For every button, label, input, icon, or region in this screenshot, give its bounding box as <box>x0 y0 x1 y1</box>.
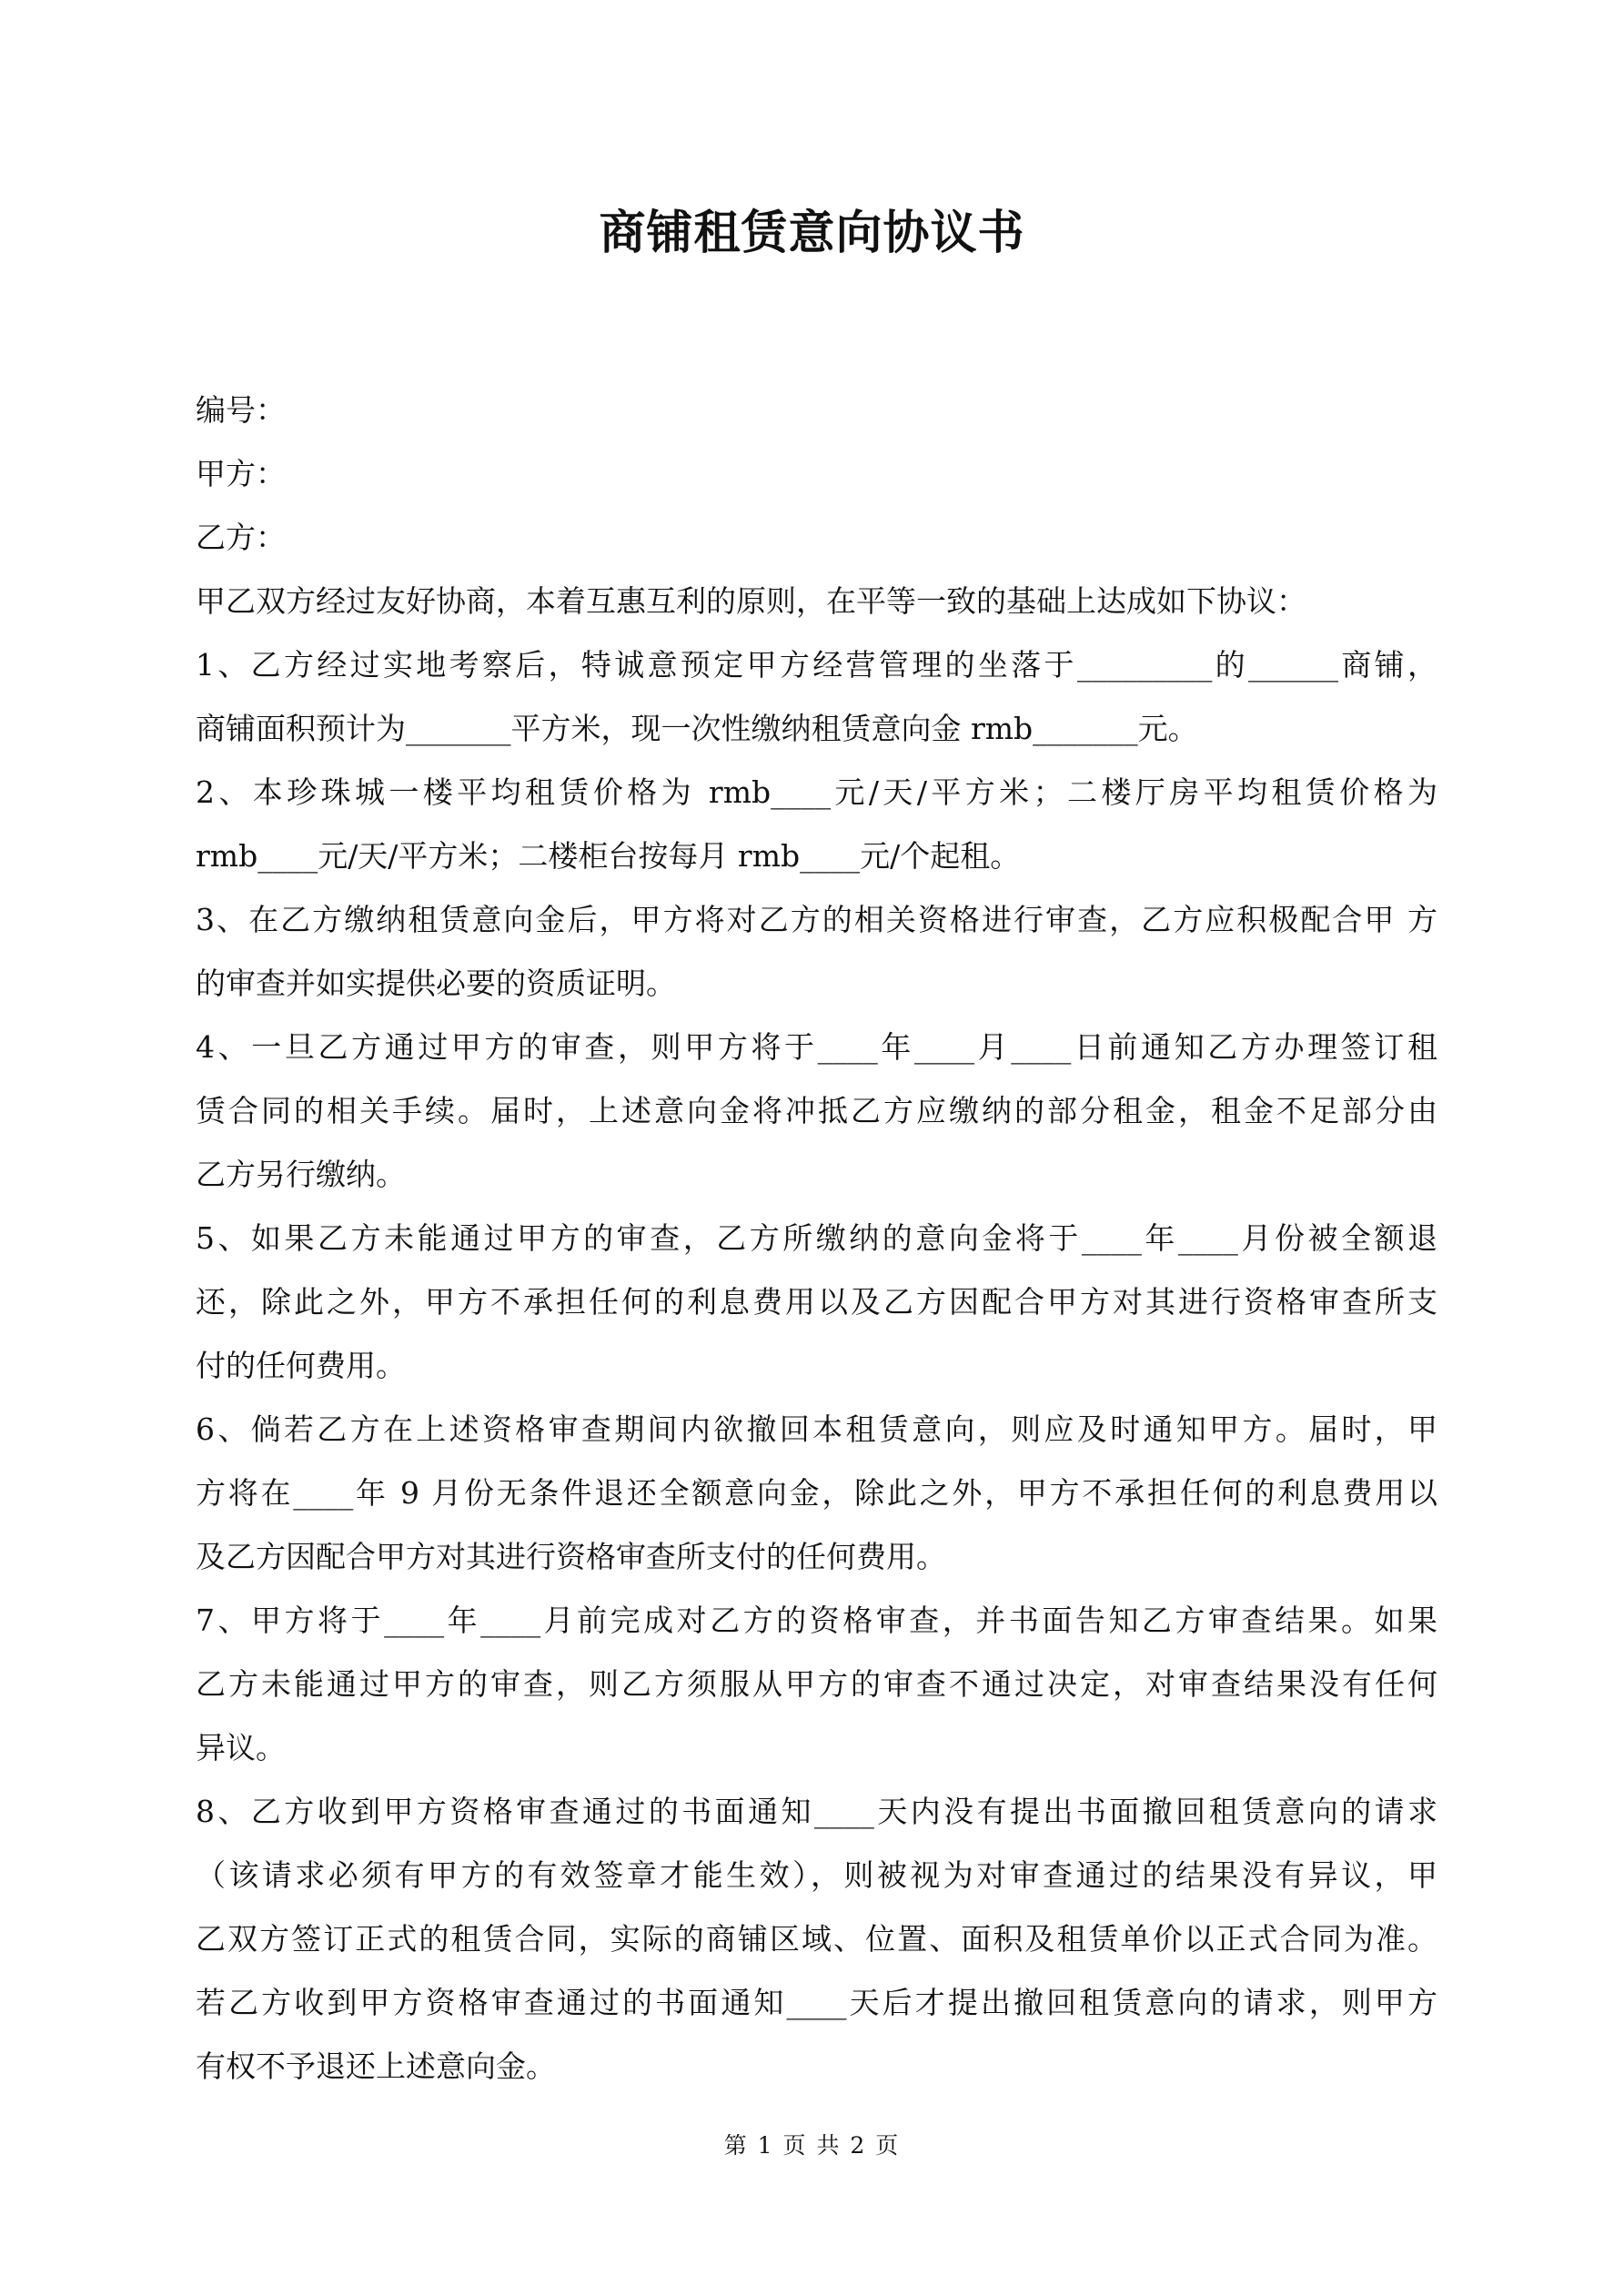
clause-7-line-1: 7、甲方将于____年____月前完成对乙方的资格审查，并书面告知乙方审查结果。如果 <box>196 1603 1437 1638</box>
field-party-b-label: 乙方： <box>196 520 286 555</box>
clause-5-line-1: 5、如果乙方未能通过甲方的审查，乙方所缴纳的意向金将于____年____月份被全额退 <box>196 1220 1437 1256</box>
clause-8-line-4: 若乙方收到甲方资格审查通过的书面通知____天后才提出撤回租赁意向的请求，则甲方 <box>196 1985 1437 2020</box>
clause-3-line-2: 的审查并如实提供必要的资质证明。 <box>196 966 676 1001</box>
clause-2-line-1: 2、本珍珠城一楼平均租赁价格为 rmb____元/天/平方米；二楼厅房平均租赁价格为 <box>196 774 1437 810</box>
clause-6-line-2: 方将在____年 9 月份无条件退还全额意向金，除此之外，甲方不承担任何的利息费用以 <box>196 1475 1437 1511</box>
preamble: 甲乙双方经过友好协商，本着互惠互利的原则，在平等一致的基础上达成如下协议： <box>196 583 1306 619</box>
document-title: 商铺租赁意向协议书 <box>599 207 1025 260</box>
clause-1-line-1: 1、乙方经过实地考察后，特诚意预定甲方经营管理的坐落于_________的______商铺， <box>196 647 1437 683</box>
clause-5-line-2: 还，除此之外，甲方不承担任何的利息费用以及乙方因配合甲方对其进行资格审查所支 <box>196 1284 1437 1320</box>
clause-2-line-2: rmb____元/天/平方米；二楼柜台按每月 rmb____元/个起租。 <box>196 838 1021 874</box>
field-number-label: 编号： <box>196 392 286 428</box>
clause-8-line-3: 乙双方签订正式的租赁合同，实际的商铺区域、位置、面积及租赁单价以正式合同为准。 <box>196 1921 1437 1957</box>
clause-1-line-2: 商铺面积预计为_______平方米，现一次性缴纳租赁意向金 rmb_______元。 <box>196 711 1198 746</box>
clause-6-line-3: 及乙方因配合甲方对其进行资格审查所支付的任何费用。 <box>196 1539 946 1574</box>
clause-7-line-3: 异议。 <box>196 1730 286 1765</box>
clause-6-line-1: 6、倘若乙方在上述资格审查期间内欲撤回本租赁意向，则应及时通知甲方。届时，甲 <box>196 1411 1437 1447</box>
page-number: 第 1 页 共 2 页 <box>723 2132 901 2159</box>
clause-4-line-2: 赁合同的相关手续。届时，上述意向金将冲抵乙方应缴纳的部分租金，租金不足部分由 <box>196 1093 1437 1128</box>
document-body <box>196 379 1437 2099</box>
field-party-a-label: 甲方： <box>196 456 286 491</box>
clause-3-line-1: 3、在乙方缴纳租赁意向金后，甲方将对乙方的相关资格进行审查，乙方应积极配合甲 方 <box>196 902 1437 937</box>
clause-7-line-2: 乙方未能通过甲方的审查，则乙方须服从甲方的审查不通过决定，对审查结果没有任何 <box>196 1666 1437 1702</box>
clause-8-line-2: （该请求必须有甲方的有效签章才能生效），则被视为对审查通过的结果没有异议，甲 <box>196 1857 1437 1893</box>
clause-4-line-3: 乙方另行缴纳。 <box>196 1157 406 1192</box>
clause-4-line-1: 4、一旦乙方通过甲方的审查，则甲方将于____年____月____日前通知乙方办理签订租 <box>196 1029 1437 1065</box>
clause-5-line-3: 付的任何费用。 <box>196 1348 406 1383</box>
clause-8-line-1: 8、乙方收到甲方资格审查通过的书面通知____天内没有提出书面撤回租赁意向的请求 <box>196 1794 1437 1829</box>
clause-8-line-5: 有权不予退还上述意向金。 <box>196 2048 556 2084</box>
